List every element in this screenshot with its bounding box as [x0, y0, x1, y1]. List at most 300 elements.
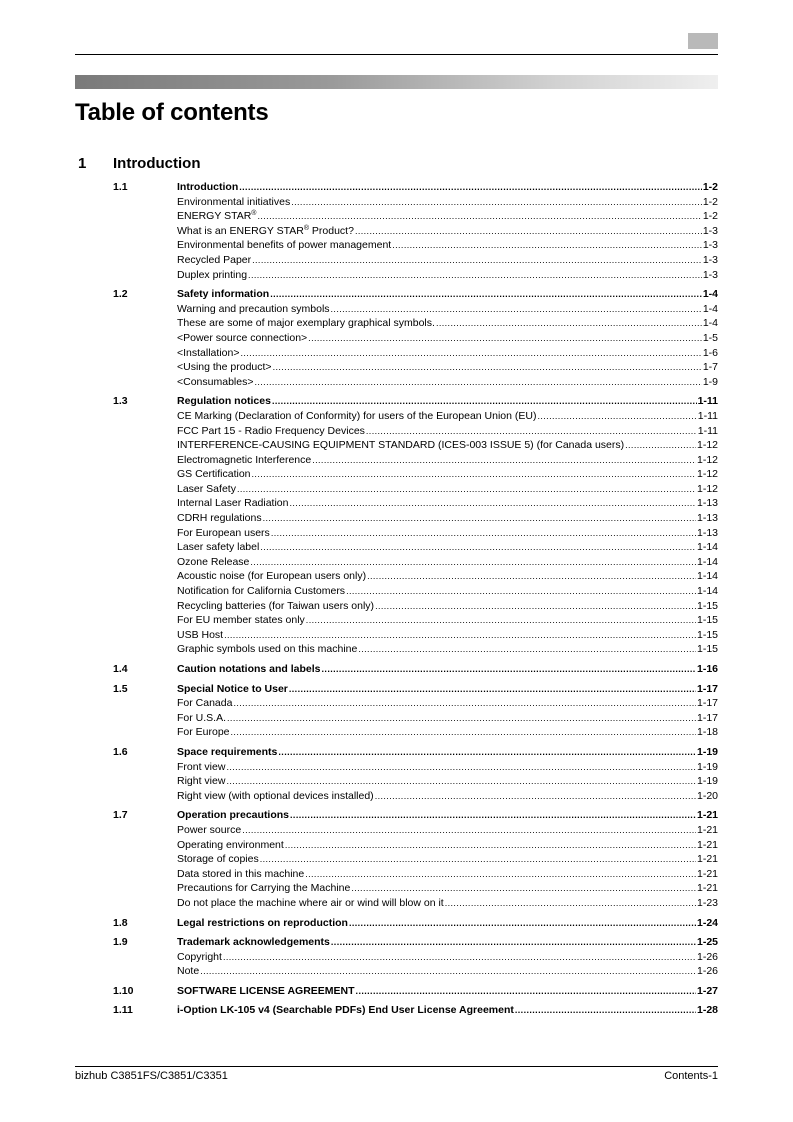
toc-entry[interactable]: [177, 209, 718, 224]
entry-title-text: Graphic symbols used on this machine: [177, 643, 358, 656]
dot-leader: [226, 774, 696, 789]
toc-section: [75, 682, 718, 740]
toc-section: [75, 1003, 718, 1018]
toc-section: [75, 287, 718, 389]
entry-title-text: For EU member states only: [177, 614, 305, 627]
entry-title-text: Laser Safety: [177, 482, 236, 495]
page-number: 1-17: [696, 682, 718, 695]
entry-title-text: Front view: [177, 760, 226, 773]
entry-title: [177, 964, 199, 979]
dot-leader: [375, 789, 696, 804]
entry-title-text: Data stored in this machine: [177, 867, 305, 880]
entry-title: [177, 838, 284, 853]
dot-leader: [346, 584, 696, 599]
entry-title: [177, 725, 230, 740]
page-number: 1-3: [702, 253, 718, 266]
dot-leader: [351, 881, 696, 896]
entry-title: [177, 613, 305, 628]
toc-entry[interactable]: [177, 467, 718, 482]
entry-title: [177, 496, 289, 511]
section-number: 1.2: [113, 288, 128, 301]
toc-section-heading[interactable]: [177, 394, 718, 409]
entry-title: [177, 867, 304, 882]
toc-entry[interactable]: [177, 642, 718, 657]
page-number: 1-15: [696, 614, 718, 627]
entry-title: [177, 950, 222, 965]
dot-leader: [254, 375, 701, 390]
page-number: 1-14: [696, 555, 718, 568]
toc-section: [75, 916, 718, 931]
entry-title: [177, 180, 238, 195]
entry-title-text: CE Marking (Declaration of Conformity) for users of the European Union (EU): [177, 409, 537, 422]
section-number: 1.3: [113, 395, 128, 408]
entry-title-text: Environmental initiatives: [177, 195, 291, 208]
toc-section: [75, 935, 718, 979]
dot-leader: [290, 808, 696, 823]
entry-title-text: Introduction: [177, 181, 239, 193]
entry-title: [177, 195, 290, 210]
dot-leader: [366, 424, 697, 439]
dot-leader: [290, 496, 696, 511]
toc-entry[interactable]: [177, 511, 718, 526]
toc-entry[interactable]: [177, 302, 718, 317]
dot-leader: [223, 950, 696, 965]
page-number: 1-14: [696, 541, 718, 554]
page-number: 1-11: [697, 409, 718, 422]
toc-entry[interactable]: [177, 628, 718, 643]
entry-title: [177, 526, 270, 541]
entry-title: [177, 540, 259, 555]
dot-leader: [263, 511, 696, 526]
page-number: 1-9: [702, 375, 718, 388]
toc-section-heading[interactable]: [177, 180, 718, 195]
entry-title-text: Trademark acknowledgements: [177, 936, 330, 949]
entry-title: [177, 209, 256, 224]
entry-title: [177, 394, 271, 409]
dot-leader: [226, 760, 696, 775]
page-number: 1-28: [696, 1004, 718, 1017]
page-number: 1-14: [696, 585, 718, 598]
toc-section-heading[interactable]: [177, 745, 718, 760]
entry-title-text: Legal restrictions on reproduction: [177, 916, 348, 929]
page-number: 1-21: [696, 838, 718, 851]
dot-leader: [515, 1003, 696, 1018]
toc-entry[interactable]: [177, 238, 718, 253]
entry-title: [177, 896, 444, 911]
dot-leader: [224, 628, 696, 643]
page-number: 1-2: [702, 210, 718, 223]
page-number: 1-21: [696, 809, 718, 822]
page-number: 1-12: [696, 482, 718, 495]
entry-title: [177, 253, 251, 268]
toc-entry[interactable]: [177, 526, 718, 541]
page-number: 1-12: [696, 453, 718, 466]
page-number: 1-19: [696, 745, 718, 758]
section-number: 1.10: [113, 984, 134, 997]
toc-entry[interactable]: [177, 268, 718, 283]
dot-leader: [200, 964, 696, 979]
entry-title: [177, 1003, 514, 1018]
page-number: 1-3: [702, 268, 718, 281]
entry-title: [177, 774, 225, 789]
entry-title-text: Storage of copies: [177, 853, 259, 866]
page-number: 1-21: [696, 853, 718, 866]
entry-title-text: <Power source connection>: [177, 331, 308, 344]
section-number: 1.8: [113, 916, 128, 929]
entry-title: [177, 916, 348, 931]
page-number: 1-3: [702, 224, 718, 237]
toc-section-heading[interactable]: [177, 984, 718, 999]
page-number: 1-13: [696, 526, 718, 539]
toc-entry[interactable]: [177, 613, 718, 628]
page-title: Table of contents: [75, 99, 269, 126]
entry-title-text: GS Certification: [177, 468, 251, 481]
dot-leader: [537, 409, 696, 424]
entry-title: [177, 453, 311, 468]
dot-leader: [248, 268, 702, 283]
entry-title-text: USB Host: [177, 628, 224, 641]
toc-entry[interactable]: [177, 789, 718, 804]
toc-entry[interactable]: [177, 409, 718, 424]
toc-section-heading[interactable]: [177, 287, 718, 302]
dot-leader: [285, 838, 696, 853]
toc-section-heading[interactable]: [177, 916, 718, 931]
toc-entry[interactable]: [177, 496, 718, 511]
entry-title-text: Right view (with optional devices installed): [177, 789, 374, 802]
page-number: 1-2: [702, 195, 718, 208]
entry-title-text: Do not place the machine where air or wind will blow on it: [177, 896, 444, 909]
toc-entry[interactable]: [177, 852, 718, 867]
entry-title-text: Ozone Release: [177, 555, 250, 568]
footer-model: bizhub C3851FS/C3851/C3351: [75, 1070, 228, 1082]
entry-title: [177, 555, 249, 570]
dot-leader: [355, 224, 702, 239]
dot-leader: [291, 195, 702, 210]
page-number: 1-27: [696, 984, 718, 997]
entry-title-text: Space requirements: [177, 745, 278, 758]
dot-leader: [252, 467, 696, 482]
entry-title-text: Right view: [177, 775, 226, 788]
page-number: 1-3: [702, 239, 718, 252]
entry-title-text: For Europe: [177, 726, 230, 739]
entry-title: [177, 628, 223, 643]
dot-leader: [305, 867, 696, 882]
entry-title-text: Environmental benefits of power management: [177, 239, 392, 252]
page-number: 1-13: [696, 497, 718, 510]
page-number: 1-2: [702, 181, 718, 193]
entry-title: [177, 642, 357, 657]
toc-entry[interactable]: [177, 881, 718, 896]
entry-title: [177, 662, 321, 677]
dot-leader: [331, 935, 696, 950]
toc-entry[interactable]: [177, 725, 718, 740]
entry-title: [177, 482, 236, 497]
toc-section-heading[interactable]: [177, 935, 718, 950]
entry-title: [177, 823, 241, 838]
entry-title-text: i-Option LK-105 v4 (Searchable PDFs) End User License Agreement: [177, 1004, 514, 1017]
toc-entry[interactable]: [177, 540, 718, 555]
toc-entry[interactable]: [177, 424, 718, 439]
entry-title: [177, 682, 288, 697]
entry-title-text: What is an ENERGY STAR: [177, 224, 304, 237]
entry-title: [177, 599, 374, 614]
entry-title-text: Acoustic noise (for European users only): [177, 570, 367, 583]
dot-leader: [273, 360, 702, 375]
dot-leader: [260, 540, 696, 555]
dot-leader: [257, 209, 701, 224]
page-number: 1-16: [696, 663, 718, 675]
toc-entry[interactable]: [177, 360, 718, 375]
entry-title-text: FCC Part 15 - Radio Frequency Devices: [177, 424, 365, 437]
entry-title: [177, 881, 350, 896]
section-number: 1.4: [113, 663, 128, 675]
toc-entry[interactable]: [177, 224, 718, 239]
page-number: 1-4: [702, 302, 718, 315]
entry-title: [177, 584, 345, 599]
toc-entry[interactable]: [177, 569, 718, 584]
page-number: 1-21: [696, 823, 718, 836]
toc-section-heading[interactable]: [177, 662, 718, 677]
toc-entry[interactable]: [177, 964, 718, 979]
entry-title: [177, 696, 232, 711]
dot-leader: [445, 896, 696, 911]
title-gradient-bar: [75, 75, 718, 89]
dot-leader: [306, 613, 696, 628]
page-number: 1-12: [696, 468, 718, 481]
dot-leader: [231, 725, 696, 740]
page-number: 1-21: [696, 867, 718, 880]
toc-section: [75, 662, 718, 677]
toc-entry[interactable]: [177, 711, 718, 726]
entry-title-text: Safety information: [177, 288, 270, 301]
entry-title-text: Precautions for Carrying the Machine: [177, 882, 351, 895]
entry-title-text: Internal Laser Radiation: [177, 497, 289, 510]
dot-leader: [312, 453, 696, 468]
toc-entry[interactable]: [177, 316, 718, 331]
entry-title: [177, 424, 365, 439]
page-number: 1-11: [697, 424, 718, 437]
dot-leader: [436, 316, 702, 331]
dot-leader: [237, 482, 696, 497]
table-of-contents: [75, 180, 718, 1018]
entry-title: [177, 375, 253, 390]
entry-title-text: Duplex printing: [177, 268, 248, 281]
entry-title-text: Caution notations and labels: [177, 663, 321, 675]
toc-entry[interactable]: [177, 696, 718, 711]
entry-title-text: Recycling batteries (for Taiwan users only): [177, 599, 375, 612]
entry-title: [177, 409, 536, 424]
dot-leader: [233, 696, 696, 711]
toc-entry[interactable]: [177, 823, 718, 838]
toc-entry[interactable]: [177, 950, 718, 965]
toc-section: [75, 745, 718, 803]
entry-title-text: <Using the product>: [177, 361, 272, 374]
toc-entry[interactable]: [177, 331, 718, 346]
toc-section: [75, 808, 718, 910]
page-number: 1-24: [696, 916, 718, 929]
toc-entry[interactable]: [177, 453, 718, 468]
page-number: 1-5: [702, 331, 718, 344]
section-number: 1.1: [113, 181, 128, 193]
section-number: 1.11: [113, 1004, 133, 1017]
entry-title: [177, 331, 307, 346]
dot-leader: [308, 331, 702, 346]
toc-entry[interactable]: [177, 438, 718, 453]
entry-title: [177, 316, 435, 331]
entry-title: [177, 511, 262, 526]
toc-section: [75, 180, 718, 282]
page-number: 1-6: [702, 346, 718, 359]
dot-leader: [271, 526, 696, 541]
page-number: 1-18: [696, 726, 718, 739]
page-number: 1-4: [702, 317, 718, 330]
toc-entry[interactable]: [177, 482, 718, 497]
dot-leader: [349, 916, 696, 931]
footer-page-label: Contents-1: [664, 1070, 718, 1082]
entry-title-text: <Installation>: [177, 346, 240, 359]
toc-entry[interactable]: [177, 599, 718, 614]
toc-entry[interactable]: [177, 346, 718, 361]
entry-title: [177, 984, 355, 999]
chapter-number: 1: [78, 155, 87, 172]
toc-entry[interactable]: [177, 584, 718, 599]
entry-title: [177, 711, 226, 726]
toc-section-heading[interactable]: [177, 682, 718, 697]
page-number: 1-17: [696, 711, 718, 724]
dot-leader: [392, 238, 702, 253]
entry-title: [177, 302, 330, 317]
page-number: 1-19: [696, 760, 718, 773]
dot-leader: [272, 394, 697, 409]
dot-leader: [227, 711, 696, 726]
page-number: 1-19: [696, 775, 718, 788]
header-tab-marker: [688, 33, 718, 49]
toc-section: [75, 984, 718, 999]
dot-leader: [242, 823, 696, 838]
toc-entry[interactable]: [177, 253, 718, 268]
entry-title-text: Operating environment: [177, 838, 284, 851]
entry-title: [177, 238, 391, 253]
entry-title-text: <Consumables>: [177, 375, 254, 388]
page-number: 1-15: [696, 628, 718, 641]
page-number: 1-4: [702, 288, 718, 301]
entry-title: [177, 789, 374, 804]
entry-title-text: Power source: [177, 823, 242, 836]
entry-title-text: For Canada: [177, 697, 233, 710]
entry-title-text: Laser safety label: [177, 541, 260, 554]
entry-title-text: CDRH regulations: [177, 512, 262, 525]
entry-title: [177, 745, 277, 760]
entry-title: [177, 438, 624, 453]
dot-leader: [358, 642, 696, 657]
entry-title-text: Electromagnetic Interference: [177, 453, 312, 466]
toc-section-heading[interactable]: [177, 1003, 718, 1018]
registered-mark: ®: [303, 224, 309, 232]
page-number: 1-23: [696, 896, 718, 909]
entry-title-text: Notification for California Customers: [177, 585, 346, 598]
entry-title-text: Regulation notices: [177, 395, 271, 408]
entry-title: [177, 852, 259, 867]
dot-leader: [278, 745, 696, 760]
dot-leader: [239, 180, 702, 195]
entry-title: [177, 287, 269, 302]
dot-leader: [322, 662, 696, 677]
toc-entry[interactable]: [177, 838, 718, 853]
page-number: 1-17: [696, 697, 718, 710]
dot-leader: [625, 438, 696, 453]
section-number: 1.6: [113, 745, 128, 758]
toc-entry[interactable]: [177, 774, 718, 789]
page-number: 1-14: [696, 570, 718, 583]
dot-leader: [270, 287, 702, 302]
dot-leader: [331, 302, 702, 317]
dot-leader: [252, 253, 702, 268]
dot-leader: [260, 852, 696, 867]
page-number: 1-21: [696, 882, 718, 895]
page-number: 1-25: [696, 936, 718, 949]
entry-title-text: Operation precautions: [177, 809, 290, 822]
entry-title-text: These are some of major exemplary graphical symbols.: [177, 317, 435, 330]
page-number: 1-26: [696, 965, 718, 978]
page-number: 1-12: [696, 439, 718, 452]
page-number: 1-20: [696, 789, 718, 802]
dot-leader: [240, 346, 701, 361]
entry-title: [177, 760, 225, 775]
page-number: 1-7: [702, 361, 718, 374]
entry-title: [177, 935, 330, 950]
entry-title: [177, 224, 354, 239]
toc-entry[interactable]: [177, 375, 718, 390]
dot-leader: [356, 984, 696, 999]
entry-title-text: Special Notice to User: [177, 682, 288, 695]
entry-title-text: For European users: [177, 526, 270, 539]
toc-entry[interactable]: [177, 760, 718, 775]
page-number: 1-13: [696, 512, 718, 525]
entry-title: [177, 360, 272, 375]
toc-entry[interactable]: [177, 867, 718, 882]
entry-title-text: Recycled Paper: [177, 253, 252, 266]
section-number: 1.9: [113, 936, 128, 949]
toc-entry[interactable]: [177, 555, 718, 570]
dot-leader: [375, 599, 696, 614]
entry-title-text: INTERFERENCE-CAUSING EQUIPMENT STANDARD (ICES-003 ISSUE 5) (for Canada users): [177, 439, 625, 452]
chapter-title: Introduction: [113, 155, 201, 172]
dot-leader: [250, 555, 696, 570]
entry-title: [177, 569, 366, 584]
dot-leader: [367, 569, 696, 584]
registered-mark: ®: [251, 210, 257, 218]
section-number: 1.5: [113, 682, 128, 695]
entry-title-text: Copyright: [177, 950, 222, 963]
toc-section: [75, 394, 718, 657]
page-number: 1-15: [696, 643, 718, 656]
entry-title: [177, 808, 289, 823]
entry-title-text: Note: [177, 965, 200, 978]
entry-title-suffix: Product?: [309, 224, 354, 237]
dot-leader: [289, 682, 696, 697]
entry-title-text: For U.S.A.: [177, 711, 227, 724]
entry-title: [177, 268, 247, 283]
entry-title-text: SOFTWARE LICENSE AGREEMENT: [177, 984, 355, 997]
entry-title-text: Warning and precaution symbols: [177, 302, 330, 315]
toc-entry[interactable]: [177, 896, 718, 911]
entry-title-text: ENERGY STAR: [177, 210, 252, 223]
toc-entry[interactable]: [177, 195, 718, 210]
header-rule: [75, 54, 718, 55]
page-number: 1-26: [696, 950, 718, 963]
toc-section-heading[interactable]: [177, 808, 718, 823]
page-number: 1-11: [697, 395, 718, 408]
